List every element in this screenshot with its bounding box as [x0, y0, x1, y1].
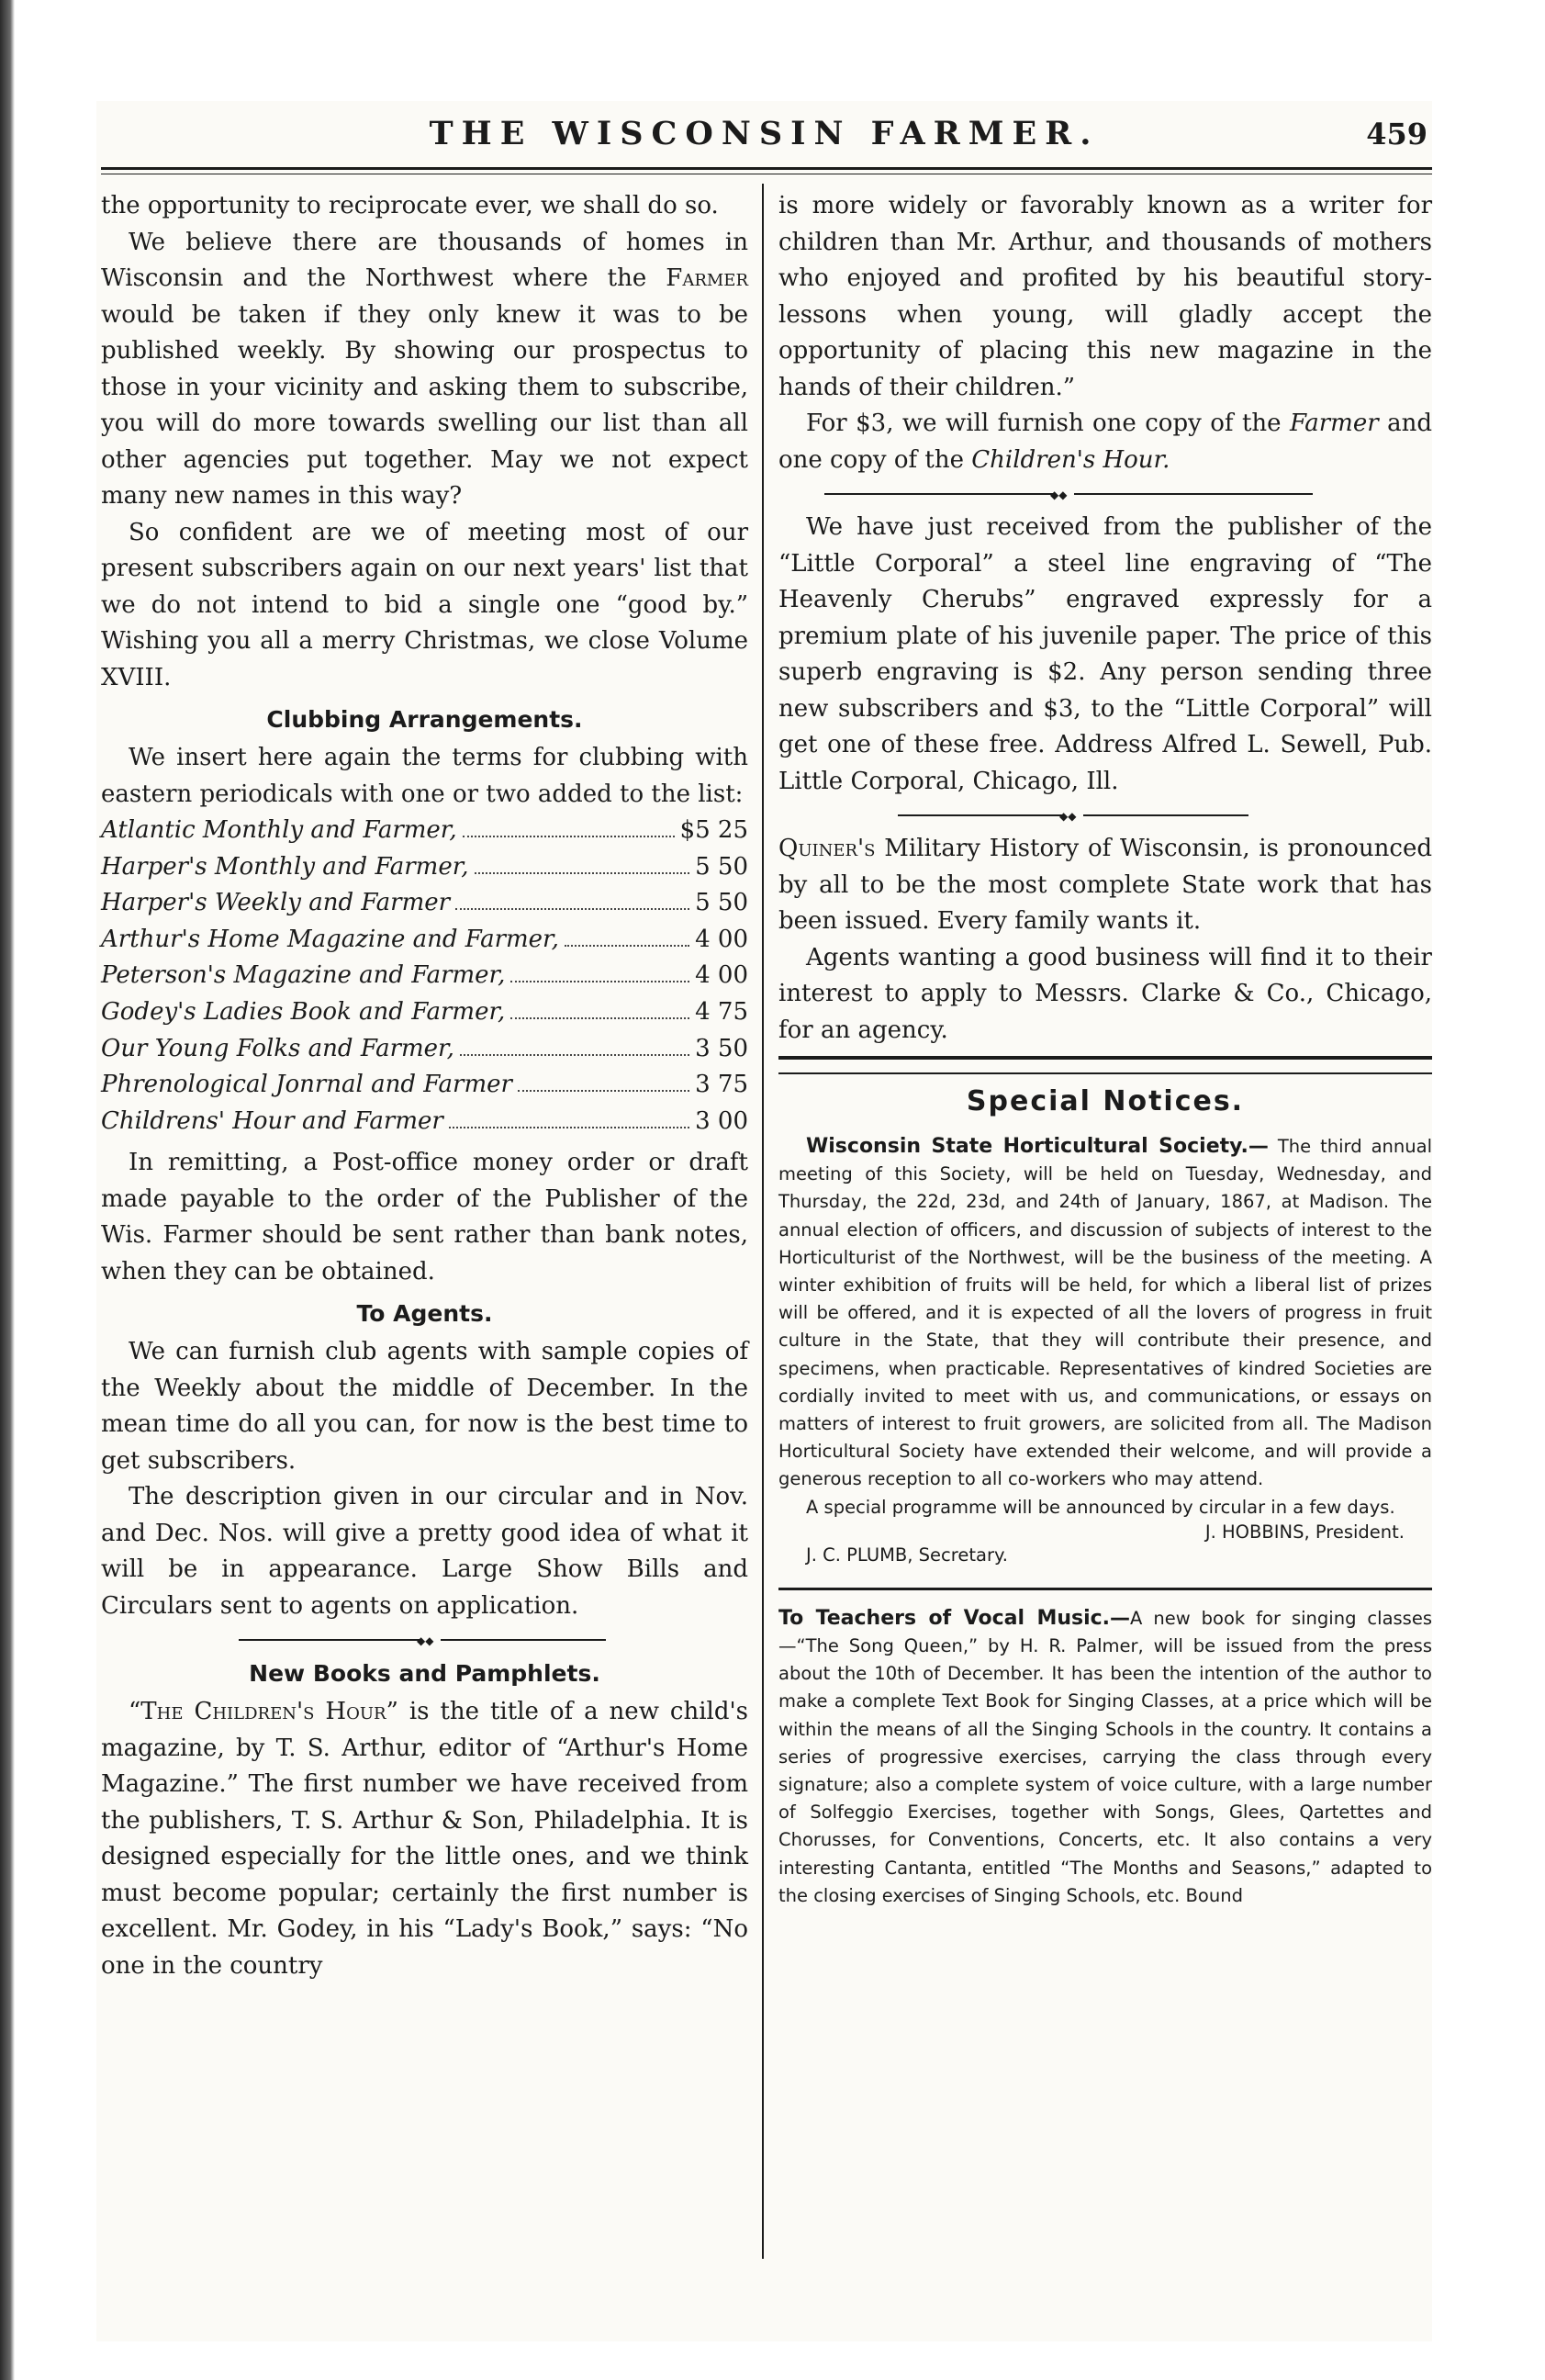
text-run: and one copy of the	[778, 410, 1432, 474]
agents-heading: To Agents.	[356, 1300, 493, 1328]
paragraph: A special programme will be announced by circular in a few days.	[806, 1496, 1395, 1518]
page	[96, 101, 1432, 2341]
leader-dots	[510, 981, 689, 982]
text-run: A new book for singing classes—“The Song Queen,” by H. R. Palmer, will be issued from the press about the 10th of December. It has been the intention of the author to make a complete Text Book for Singing Classes, at a price which will be within the means of all the Singing Schools in the country. It contains a series of progressive exercises, carrying the class through every signature; also a complete system of voice culture, with a large number of Solfeggio Exercises, together with Songs, Glees, Qartettes and Chorusses, for Conventions, Concerts, etc. It also contains a very interesting Cantanta, entitled “The Months and Seasons,” adapted to the closing exercises of Singing Schools, etc. Bound	[778, 1607, 1432, 1906]
special-notices-heading: Special Notices.	[966, 1085, 1245, 1117]
paragraph: We have just received from the publisher of the “Little Corporal” a steel line engraving of “The Heavenly Cherubs” engraved expressly for a premium plate of his juvenile paper. The price of this superb engraving is $2. Any person sending three new subscribers and $3, to the “Little Corporal” will get one of these free. Address Alfred L. Sewell, Pub. Little Corporal, Chicago, Ill.	[778, 513, 1432, 795]
clubbing-price: 5 50	[695, 889, 748, 917]
paragraph	[778, 406, 1432, 478]
clubbing-row	[101, 885, 748, 922]
clubbing-row	[101, 994, 748, 1031]
ornament-rule: ◆◆	[101, 1630, 748, 1650]
paragraph: So confident are we of meeting most of our present subscribers again on our next years' list that we do not intend to bid a single one “good by.” Wishing you all a merry Christmas, we close Volume XVIII.	[101, 518, 748, 691]
ornament-rule: ◆◆	[778, 484, 1432, 504]
clubbing-price: $5 25	[679, 816, 748, 844]
clubbing-price: 5 50	[695, 852, 748, 881]
leader-dots	[449, 1127, 689, 1128]
left-column	[101, 188, 748, 1984]
paragraph: the opportunity to reciprocate ever, we shall do so.	[101, 192, 719, 219]
clubbing-title: Childrens' Hour and Farmer	[101, 1106, 443, 1135]
clubbing-row	[101, 958, 748, 994]
clubbing-price: 4 00	[695, 925, 748, 953]
clubbing-row	[101, 922, 748, 959]
paragraph	[778, 831, 1432, 940]
text-run: ” is the title of a new child's magazine, by T. S. Arthur, editor of “Arthur's Home Magazine.” The first number we have received from the publishers, T. S. Arthur & Son, Philadelphia. It is designed especially for the little ones, and we think must become popular; certainly the first number is excellent. Mr. Godey, in his “Lady's Book,” says: “No one in the country	[101, 1698, 748, 1980]
text-run: Farmer	[1289, 410, 1379, 437]
paragraph: We insert here again the terms for clubbing with eastern periodicals with one or two added to the list:	[101, 744, 748, 808]
secretary-signature: J. C. PLUMB, Secretary.	[806, 1544, 1008, 1566]
clubbing-title: Peterson's Magazine and Farmer,	[101, 961, 506, 990]
paragraph: In remitting, a Post-office money order or draft made payable to the order of the Publisher of the Wis. Farmer should be sent rather than bank notes, when they can be obtained.	[101, 1149, 748, 1285]
clubbing-row	[101, 813, 748, 849]
leader-dots	[460, 1054, 689, 1056]
text-run: “	[129, 1698, 141, 1726]
clubbing-heading: Clubbing Arrangements.	[266, 706, 583, 733]
clubbing-price: 3 50	[695, 1034, 748, 1062]
paragraph: is more widely or favorably known as a writer for children than Mr. Arthur, and thousands of mothers who enjoyed and profited by his beautiful story-lessons when young, will gladly accept the opportunity of placing this new magazine in the hands of their children.”	[778, 192, 1432, 401]
clubbing-price: 4 75	[695, 997, 748, 1026]
vocal-music-notice	[778, 1605, 1432, 1910]
text-run: The third annual meeting of this Society, will be held on Tuesday, Wednesday, and Thursday, the 22d, 23d, and 24th of January, 1867, at Madison. The annual election of officers, and discussion of subjects of interest to the Horticulturist of the Northwest, will be the business of the meeting. A winter exhibition of fruits will be held, for which a liberal list of prizes will be offered, and it is expected of all the lovers of progress in fruit culture in the State, that they will contribute their presence, and specimens, when practicable. Representatives of kindred Societies are cordially invited to meet with us, and communications, or essays on matters of interest to fruit growers, are solicited from all. The Madison Horticultural Society have extended their welcome, and will provide a generous reception to all co-workers who may attend.	[778, 1136, 1432, 1490]
divider-rule	[778, 1588, 1432, 1590]
clubbing-price: 4 00	[695, 961, 748, 990]
clubbing-title: Arthur's Home Magazine and Farmer,	[101, 925, 559, 953]
text-run: Quiner's	[778, 835, 876, 862]
clubbing-title: Harper's Weekly and Farmer	[101, 889, 451, 917]
books-heading: New Books and Pamphlets.	[249, 1660, 600, 1688]
clubbing-row	[101, 1031, 748, 1068]
clubbing-title: Harper's Monthly and Farmer,	[101, 852, 469, 881]
page-number: 459	[1366, 117, 1427, 152]
paragraph: Agents wanting a good business will find it to their interest to apply to Messrs. Clarke & Co., Chicago, for an agency.	[778, 943, 1432, 1044]
leader-dots	[475, 872, 690, 874]
text-run: Farmer	[666, 264, 748, 292]
running-title: THE WISCONSIN FARMER.	[429, 115, 1100, 152]
text-run: Military History of Wisconsin, is pronounced by all to be the most complete State work that has been issued. Every family wants it.	[778, 835, 1432, 935]
column-divider	[762, 184, 764, 2259]
notice-title: To Teachers of Vocal Music.—	[778, 1606, 1131, 1630]
scan-edge	[0, 0, 15, 2380]
leader-dots	[455, 908, 689, 910]
clubbing-row	[101, 849, 748, 886]
header-rule	[101, 167, 1432, 170]
clubbing-title: Godey's Ladies Book and Farmer,	[101, 997, 506, 1026]
text-run: For $3, we will furnish one copy of the	[806, 410, 1290, 437]
horticultural-notice	[778, 1133, 1432, 1521]
clubbing-price: 3 00	[695, 1106, 748, 1135]
leader-dots	[463, 836, 675, 837]
paragraph	[101, 1694, 748, 1984]
leader-dots	[518, 1090, 689, 1092]
paragraph	[778, 1133, 1432, 1494]
text-run: Children's Hour.	[971, 445, 1170, 474]
notice-title: Wisconsin State Horticultural Society.—	[806, 1135, 1269, 1158]
ornament-rule: ◆◆	[778, 805, 1432, 825]
clubbing-row	[101, 1104, 748, 1140]
paragraph	[101, 225, 748, 515]
paragraph	[778, 1605, 1432, 1910]
clubbing-title: Atlantic Monthly and Farmer,	[101, 816, 457, 844]
clubbing-list	[101, 813, 748, 1139]
text-run: We believe there are thousands of homes in Wisconsin and the Northwest where the	[101, 228, 748, 292]
clubbing-title: Our Young Folks and Farmer,	[101, 1034, 454, 1062]
page-header	[96, 115, 1432, 161]
leader-dots	[510, 1017, 689, 1019]
paragraph: We can furnish club agents with sample copies of the Weekly about the middle of December. In the mean time do all you can, for now is the best time to get subscribers.	[101, 1338, 748, 1475]
clubbing-price: 3 75	[695, 1071, 748, 1099]
clubbing-title: Phrenological Jonrnal and Farmer	[101, 1071, 512, 1099]
text-run: The Children's Hour	[140, 1698, 386, 1726]
double-rule	[778, 1056, 1432, 1074]
text-run: would be taken if they only knew it was to be published weekly. By showing our prospectus to those in your vicinity and asking them to subscribe, you will do more towards swelling our list than all other agencies put together. May we not expect many new names in this way?	[101, 300, 748, 510]
clubbing-row	[101, 1067, 748, 1104]
president-signature: J. HOBBINS, President.	[1204, 1521, 1405, 1543]
right-column	[778, 188, 1432, 1910]
leader-dots	[565, 945, 689, 947]
signature-line	[778, 1521, 1432, 1544]
paragraph: The description given in our circular and in Nov. and Dec. Nos. will give a pretty good idea of what it will be in appearance. Large Show Bills and Circulars sent to agents on application.	[101, 1483, 748, 1620]
